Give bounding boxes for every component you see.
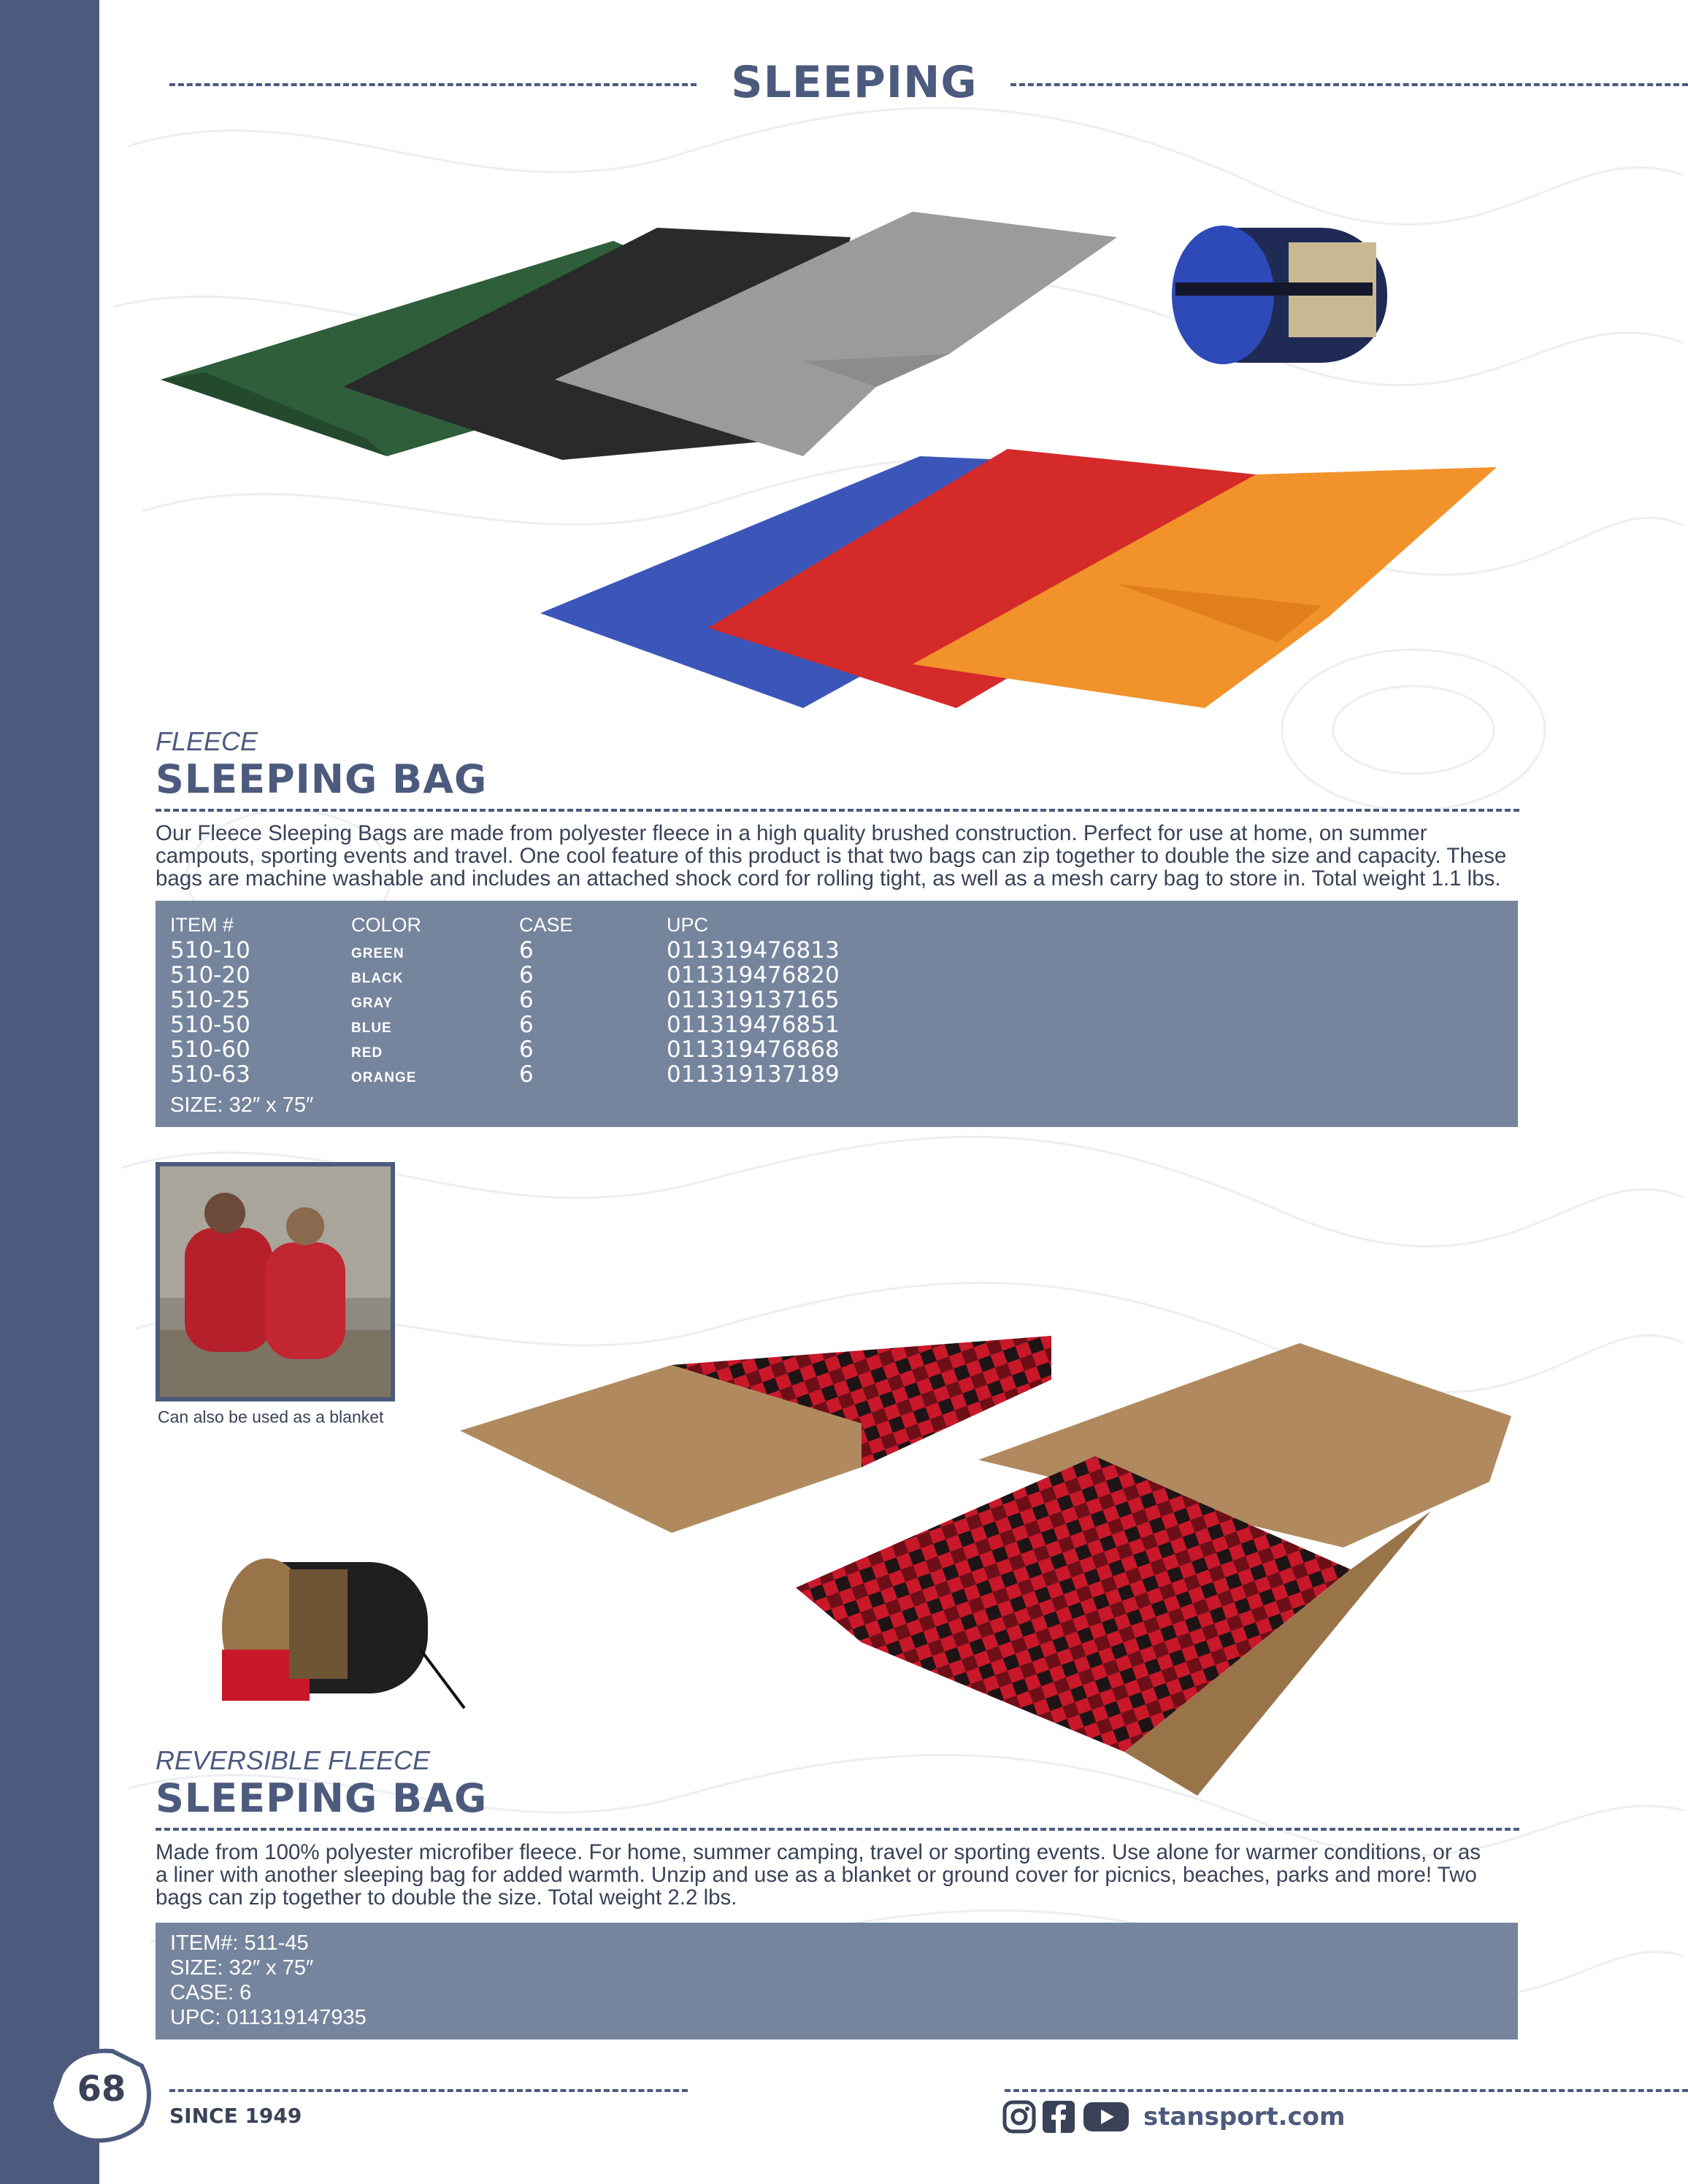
fleece-title-divider xyxy=(156,809,1519,812)
reversible-item-number: ITEM#: 511-45 xyxy=(170,1931,309,1955)
reversible-description-line: Made from 100% polyester microfiber fleece. For home, summer camping, travel or sporting events. Use alone for warmer conditions, or as xyxy=(156,1840,1481,1864)
reversible-description-line: bags can zip together to double the size. Total weight 2.2 lbs. xyxy=(156,1885,737,1910)
fleece-description xyxy=(156,822,1521,890)
fleece-product-title: SLEEPING BAG xyxy=(156,756,488,802)
case-qty: 6 xyxy=(519,937,534,964)
item-number: 510-60 xyxy=(170,1037,250,1063)
reversible-size: SIZE: 32″ x 75″ xyxy=(170,1956,314,1980)
footer-dash-left xyxy=(169,2089,688,2092)
case-qty: 6 xyxy=(519,1012,534,1038)
col-header-color: COLOR xyxy=(351,914,422,936)
fleece-description-line: Our Fleece Sleeping Bags are made from polyester fleece in a high quality brushed construction. Perfect for use at home, on summer xyxy=(156,821,1427,845)
upc-code: 011319137189 xyxy=(667,1061,840,1088)
case-qty: 6 xyxy=(519,1037,534,1063)
reversible-subtitle: REVERSIBLE FLEECE xyxy=(156,1745,431,1775)
carry-bag xyxy=(1172,226,1387,364)
reversible-upc: UPC: 011319147935 xyxy=(170,2006,367,2029)
upc-code: 011319476851 xyxy=(667,1012,840,1038)
case-qty: 6 xyxy=(519,962,534,988)
fleece-description-line: campouts, sporting events and travel. One cool feature of this product is that two bags can zip together to double the size and capacity. These xyxy=(156,844,1507,868)
upc-code: 011319476820 xyxy=(667,962,840,988)
fleece-subtitle: FLEECE xyxy=(156,726,258,756)
item-number: 510-50 xyxy=(170,1012,250,1038)
youtube-icon[interactable] xyxy=(1082,2099,1130,2134)
case-qty: 6 xyxy=(519,987,534,1013)
col-header-item: ITEM # xyxy=(170,914,234,936)
color-name: BLUE xyxy=(351,1020,392,1036)
color-name: GRAY xyxy=(351,996,394,1011)
upc-code: 011319476868 xyxy=(667,1037,840,1063)
fleece-spec-table xyxy=(156,901,1518,1127)
upc-code: 011319137165 xyxy=(667,987,840,1013)
header-dash-right xyxy=(1010,83,1688,86)
fleece-bags-photo xyxy=(146,197,1519,752)
section-header-title: SLEEPING xyxy=(731,57,978,108)
fleece-description-line: bags are machine washable and includes an attached shock cord for rolling tight, as well as a mesh carry bag to store in. Total weight 1.1 lbs. xyxy=(156,866,1501,891)
blanket-caption: Can also be used as a blanket xyxy=(158,1407,384,1426)
reversible-title-divider xyxy=(156,1828,1519,1831)
reversible-spec-box xyxy=(156,1923,1518,2039)
color-name: RED xyxy=(351,1045,383,1061)
reversible-carry-bag xyxy=(216,1540,479,1730)
footer-dash-right xyxy=(1005,2089,1688,2092)
color-name: GREEN xyxy=(351,946,404,961)
item-number: 510-10 xyxy=(170,937,250,964)
item-number: 510-20 xyxy=(170,962,250,988)
since-tagline: SINCE 1949 xyxy=(169,2104,302,2128)
case-qty: 6 xyxy=(519,1061,534,1088)
color-name: BLACK xyxy=(351,971,404,986)
fleece-size: SIZE: 32″ x 75″ xyxy=(170,1093,314,1117)
website-link[interactable]: stansport.com xyxy=(1143,2102,1346,2131)
item-number: 510-25 xyxy=(170,987,250,1013)
reversible-description-line: a liner with another sleeping bag for added warmth. Unzip and use as a blanket or ground cover for picnics, beaches, parks and more! Two xyxy=(156,1863,1477,1887)
facebook-icon[interactable] xyxy=(1041,2099,1076,2134)
header-dash-left xyxy=(169,83,697,86)
instagram-icon[interactable] xyxy=(1002,2099,1037,2134)
left-sidebar-band xyxy=(0,0,99,2184)
color-name: ORANGE xyxy=(351,1070,417,1085)
reversible-description xyxy=(156,1841,1521,1909)
col-header-upc: UPC xyxy=(667,914,709,936)
reversible-case: CASE: 6 xyxy=(170,1981,252,2004)
col-header-case: CASE xyxy=(519,914,573,936)
item-number: 510-63 xyxy=(170,1061,250,1088)
blanket-lifestyle-photo xyxy=(156,1162,395,1401)
reversible-product-title: SLEEPING BAG xyxy=(156,1775,488,1821)
page-number: 68 xyxy=(77,2069,126,2110)
reversible-bags-photo xyxy=(453,1299,1519,1803)
upc-code: 011319476813 xyxy=(667,937,840,964)
